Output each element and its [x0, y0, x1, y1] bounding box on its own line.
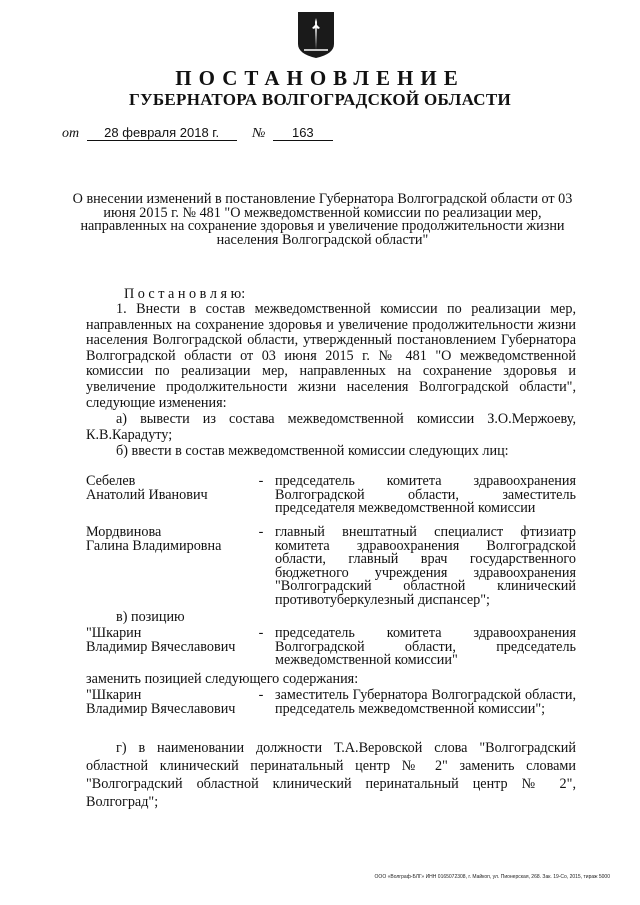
person-dash: - [258, 473, 264, 489]
coat-of-arms-icon [296, 10, 336, 60]
date-label: от [62, 126, 80, 141]
person-position: главный внештатный специалист фтизиатр комитета здравоохранения Волгоградской области, главный врач государственного бюджетного учреждения здравоохранения "Волгоградский областной клинический противотуберкулезный диспансер"; [275, 524, 576, 608]
paragraph-v: в) позицию [116, 609, 185, 625]
document-subject: О внесении изменений в постановление Губернатора Волгоградской области от 03 июня 2015 г. № 481 "О межведомственной комиссии по реализации мер, направленных на сохранение здоровья и увеличение продолжительности жизни населения Волгоградской области" [72, 191, 573, 248]
person-name: Мордвинова Галина Владимировна [86, 524, 222, 554]
document-title: ПОСТАНОВЛЕНИЕ [175, 66, 465, 90]
person-dash: - [258, 625, 264, 641]
document-subtitle: ГУБЕРНАТОРА ВОЛГОГРАДСКОЙ ОБЛАСТИ [128, 90, 512, 109]
print-footer: ООО «Волграф-БЛГ» ИНН 0165072308, г. Майкоп, ул. Пионерская, 268. Зак. 19-Со, 2015, тираж 5000 [374, 874, 610, 880]
date-value: 28 февраля 2018 г. [87, 125, 237, 141]
paragraph-v-wrap [86, 609, 576, 625]
paragraph-b: б) ввести в состав межведомственной комиссии следующих лиц: [116, 443, 509, 460]
paragraph-a: а) вывести из состава межведомственной комиссии З.О.Мержоеву, К.В.Карадуту; [86, 411, 576, 444]
person-name: Себелев Анатолий Иванович [86, 473, 208, 503]
paragraph-g: г) в наименовании должности Т.А.Веровской слова "Волгоградский областной клинический перинатальный центр № 2" заменить словами "Волгоградский областной клинический перинатальный центр № 2", Волгоград"; [86, 740, 576, 810]
replace-line-wrap [86, 671, 576, 687]
person-name: "Шкарин Владимир Вячеславович [86, 687, 236, 717]
decree-block [86, 286, 576, 459]
number-label: № [252, 126, 266, 141]
person-dash: - [258, 687, 264, 703]
decree-word: П о с т а н о в л я ю: [124, 286, 246, 302]
paragraph-1: 1. Внести в состав межведомственной комиссии по реализации мер, направленных на сохранение здоровья и увеличение продолжительности жизни населения Волгоградской области, утвержденный постановлением Губернатора Волгоградской области от 03 июня 2015 г. № 481 "О межведомственной комиссии по реализации мер, направленных на сохранение здоровья и увеличение продолжительности жизни населения Волгоградской области", следующие изменения: [86, 301, 576, 411]
paragraph-g-wrap [86, 739, 576, 811]
person-position: председатель комитета здравоохранения Волгоградской области, заместитель председателя межведомственной комиссии [275, 473, 576, 516]
person-position: председатель комитета здравоохранения Волгоградской области, председатель межведомственной комиссии" [275, 625, 576, 668]
replace-line: заменить позицией следующего содержания: [86, 671, 359, 687]
person-position: заместитель Губернатора Волгоградской области, председатель межведомственной комиссии"; [275, 687, 576, 717]
person-name: "Шкарин Владимир Вячеславович [86, 625, 236, 655]
person-dash: - [258, 524, 264, 540]
date-number-line [62, 125, 333, 142]
number-value: 163 [273, 125, 333, 141]
